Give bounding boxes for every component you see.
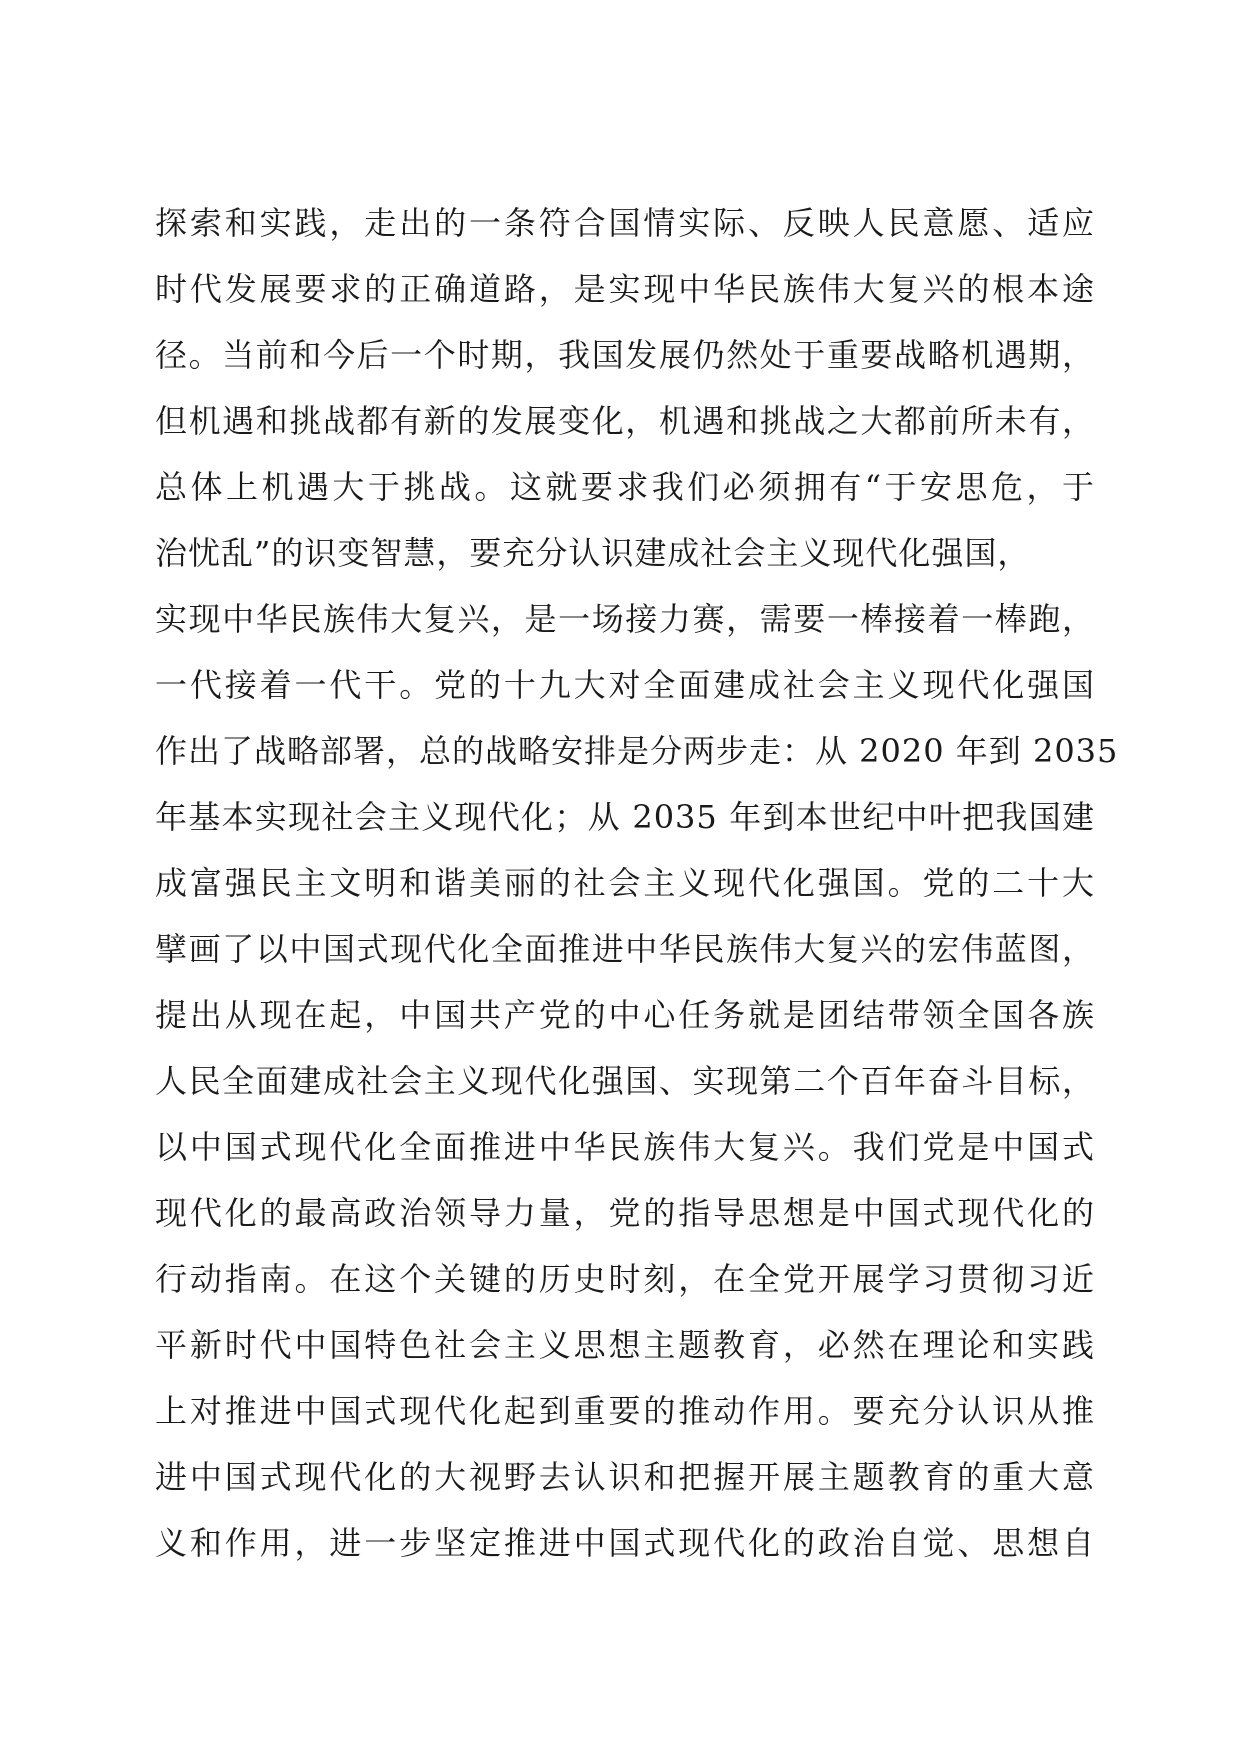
text-line: 探索和实践，走出的一条符合国情实际、反映人民意愿、适应 bbox=[155, 204, 1095, 242]
text-line: 上对推进中国式现代化起到重要的推动作用。要充分认识从推 bbox=[155, 1392, 1095, 1430]
text-line: 现代化的最高政治领导力量，党的指导思想是中国式现代化的 bbox=[155, 1194, 1095, 1232]
text-line: 平新时代中国特色社会主义思想主题教育，必然在理论和实践 bbox=[155, 1326, 1095, 1364]
text-line: 时代发展要求的正确道路，是实现中华民族伟大复兴的根本途 bbox=[155, 270, 1095, 308]
text-line: 总体上机遇大于挑战。这就要求我们必须拥有“于安思危，于 bbox=[155, 468, 1095, 506]
text-line: 年基本实现社会主义现代化；从 2035 年到本世纪中叶把我国建 bbox=[155, 798, 1095, 836]
text-line: 义和作用，进一步坚定推进中国式现代化的政治自觉、思想自 bbox=[155, 1524, 1095, 1562]
text-line: 但机遇和挑战都有新的发展变化，机遇和挑战之大都前所未有， bbox=[155, 402, 1095, 440]
text-line: 以中国式现代化全面推进中华民族伟大复兴。我们党是中国式 bbox=[155, 1128, 1095, 1166]
body-text bbox=[155, 190, 1119, 1576]
text-line: 提出从现在起，中国共产党的中心任务就是团结带领全国各族 bbox=[155, 996, 1095, 1034]
text-line: 作出了战略部署，总的战略安排是分两步走：从 2020 年到 2035 bbox=[155, 732, 1119, 770]
text-line: 进中国式现代化的大视野去认识和把握开展主题教育的重大意 bbox=[155, 1458, 1095, 1496]
text-line: 行动指南。在这个关键的历史时刻，在全党开展学习贯彻习近 bbox=[155, 1260, 1095, 1298]
text-line: 一代接着一代干。党的十九大对全面建成社会主义现代化强国 bbox=[155, 666, 1095, 704]
text-line: 径。当前和今后一个时期，我国发展仍然处于重要战略机遇期， bbox=[155, 336, 1095, 374]
text-line: 擘画了以中国式现代化全面推进中华民族伟大复兴的宏伟蓝图， bbox=[155, 930, 1095, 968]
text-line: 人民全面建成社会主义现代化强国、实现第二个百年奋斗目标， bbox=[155, 1062, 1095, 1100]
text-line: 实现中华民族伟大复兴，是一场接力赛，需要一棒接着一棒跑， bbox=[155, 600, 1095, 638]
text-line: 治忧乱”的识变智慧，要充分认识建成社会主义现代化强国， bbox=[155, 534, 1031, 572]
text-line: 成富强民主文明和谐美丽的社会主义现代化强国。党的二十大 bbox=[155, 864, 1095, 902]
